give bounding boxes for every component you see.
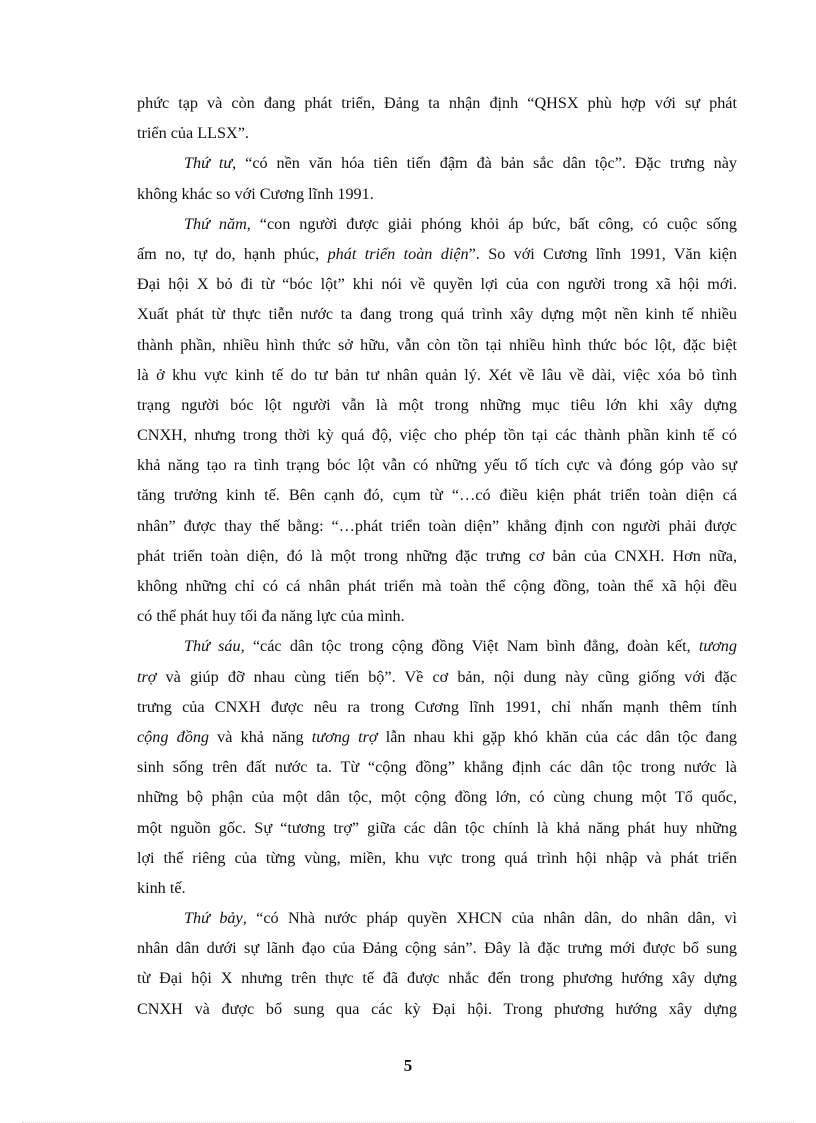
italic-phrase: tương — [698, 637, 737, 656]
text-line — [137, 269, 737, 299]
text-run: là ở khu vực kinh tế do tư bản tư nhân quản lý. Xét về lâu về dài, việc xóa bỏ tình — [137, 365, 737, 384]
text-run: Đại hội X bỏ đi từ “bóc lột” khi nói về quyền lợi của con người trong xã hội mới. — [137, 275, 737, 294]
text-line — [137, 933, 737, 963]
text-line — [137, 420, 737, 450]
text-line — [137, 662, 737, 692]
text-line — [137, 631, 737, 661]
text-run: không những chỉ có cá nhân phát triển mà toàn thể cộng đồng, toàn thể xã hội đều — [137, 577, 737, 595]
text-run: , “có Nhà nước pháp quyền XHCN của nhân dân, do nhân dân, vì — [242, 909, 737, 928]
italic-phrase: Thứ năm — [184, 214, 247, 233]
text-run: , “có nền văn hóa tiên tiến đậm đà bản sắc dân tộc”. Đặc trưng này — [232, 154, 737, 173]
text-run: Xuất phát từ thực tiễn nước ta đang trong quá trình xây dựng một nền kinh tế nhiều — [137, 305, 737, 324]
text-run: CNXH và được bổ sung qua các kỳ Đại hội. Trong phương hướng xây dựng — [137, 999, 737, 1018]
text-run: thành phần, nhiều hình thức sở hữu, vẫn còn tồn tại nhiều hình thức bóc lột, đặc biệt — [137, 335, 737, 354]
body-text — [137, 88, 737, 1024]
text-line — [137, 299, 737, 329]
page-number: 5 — [403, 1056, 413, 1075]
text-line — [137, 571, 737, 601]
text-line — [137, 963, 737, 993]
text-line — [137, 360, 737, 390]
text-run: những bộ phận của một dân tộc, một cộng đồng lớn, có cùng chung một Tổ quốc, — [137, 788, 737, 807]
text-run: một nguồn gốc. Sự “tương trợ” giữa các dân tộc chính là khả năng phát huy những — [137, 818, 737, 837]
text-line — [137, 390, 737, 420]
italic-phrase: cộng đồng — [137, 727, 210, 746]
italic-phrase: Thứ tư — [184, 154, 233, 173]
text-line — [137, 209, 737, 239]
text-line — [137, 118, 737, 148]
text-run: sinh sống trên đất nước ta. Từ “cộng đồng” khẳng định các dân tộc trong nước là — [137, 758, 737, 777]
text-run: có thể phát huy tối đa năng lực của mình. — [137, 607, 405, 626]
text-run: kinh tế. — [137, 878, 186, 897]
text-line — [137, 843, 737, 873]
text-run: CNXH, nhưng trong thời kỳ quá độ, việc cho phép tồn tại các thành phần kinh tế có — [137, 426, 737, 445]
text-line — [137, 330, 737, 360]
text-run: trưng của CNXH được nêu ra trong Cương lĩnh 1991, chỉ nhấn mạnh thêm tính — [137, 697, 737, 716]
text-line — [137, 692, 737, 722]
text-run: lẫn nhau khi gặp khó khăn của các dân tộc đang — [377, 727, 738, 746]
italic-phrase: phát triển toàn diện — [327, 244, 469, 263]
text-run: ấm no, tự do, hạnh phúc, — [137, 244, 328, 263]
text-line — [137, 148, 737, 178]
text-run: triển của LLSX”. — [137, 124, 249, 143]
text-line — [137, 994, 737, 1024]
italic-phrase: tương trợ — [311, 727, 378, 746]
text-line — [137, 541, 737, 571]
text-line — [137, 903, 737, 933]
text-line — [137, 813, 737, 843]
text-run: nhân dân dưới sự lãnh đạo của Đảng cộng sản”. Đây là đặc trưng mới được bổ sung — [137, 939, 737, 958]
text-run: và giúp đỡ nhau cùng tiến bộ”. Về cơ bản, nội dung này cũng giống với đặc — [156, 667, 737, 686]
text-line — [137, 601, 737, 631]
text-run: ”. So với Cương lĩnh 1991, Văn kiện — [468, 244, 737, 263]
text-run: lợi thế riêng của từng vùng, miền, khu vực trong quá trình hội nhập và phát triển — [137, 848, 737, 867]
italic-phrase: Thứ bảy — [184, 909, 243, 928]
text-line — [137, 873, 737, 903]
text-run: trạng người bóc lột người vẫn là một trong những mục tiêu lớn khi xây dựng — [137, 395, 737, 414]
text-line — [137, 239, 737, 269]
text-line — [137, 722, 737, 752]
text-run: , “các dân tộc trong cộng đồng Việt Nam bình đẳng, đoàn kết, — [240, 637, 699, 656]
text-run: phát triển toàn diện, đó là một trong những đặc trưng cơ bản của CNXH. Hơn nữa, — [137, 546, 737, 565]
text-run: tăng trưởng kinh tế. Bên cạnh đó, cụm từ “…có điều kiện phát triển toàn diện cá — [137, 486, 737, 505]
text-run: từ Đại hội X nhưng trên thực tế đã được nhắc đến trong phương hướng xây dựng — [137, 969, 737, 988]
text-run: không khác so với Cương lĩnh 1991. — [137, 184, 374, 203]
text-run: , “con người được giải phóng khỏi áp bức, bất công, có cuộc sống — [246, 214, 737, 233]
text-run: khả năng tạo ra tình trạng bóc lột vẫn có những yếu tố tích cực và đóng góp vào sự — [137, 456, 737, 475]
text-line — [137, 88, 737, 118]
italic-phrase: trợ — [137, 667, 157, 686]
text-line — [137, 480, 737, 510]
text-line — [137, 782, 737, 812]
text-line — [137, 511, 737, 541]
text-run: nhân” được thay thế bằng: “…phát triển toàn diện” khẳng định con người phải được — [137, 516, 737, 535]
text-run: phức tạp và còn đang phát triển, Đảng ta nhận định “QHSX phù hợp với sự phát — [137, 94, 737, 112]
text-run: và khả năng — [209, 727, 312, 746]
text-line — [137, 752, 737, 782]
italic-phrase: Thứ sáu — [184, 637, 241, 656]
text-line — [137, 179, 737, 209]
text-line — [137, 450, 737, 480]
